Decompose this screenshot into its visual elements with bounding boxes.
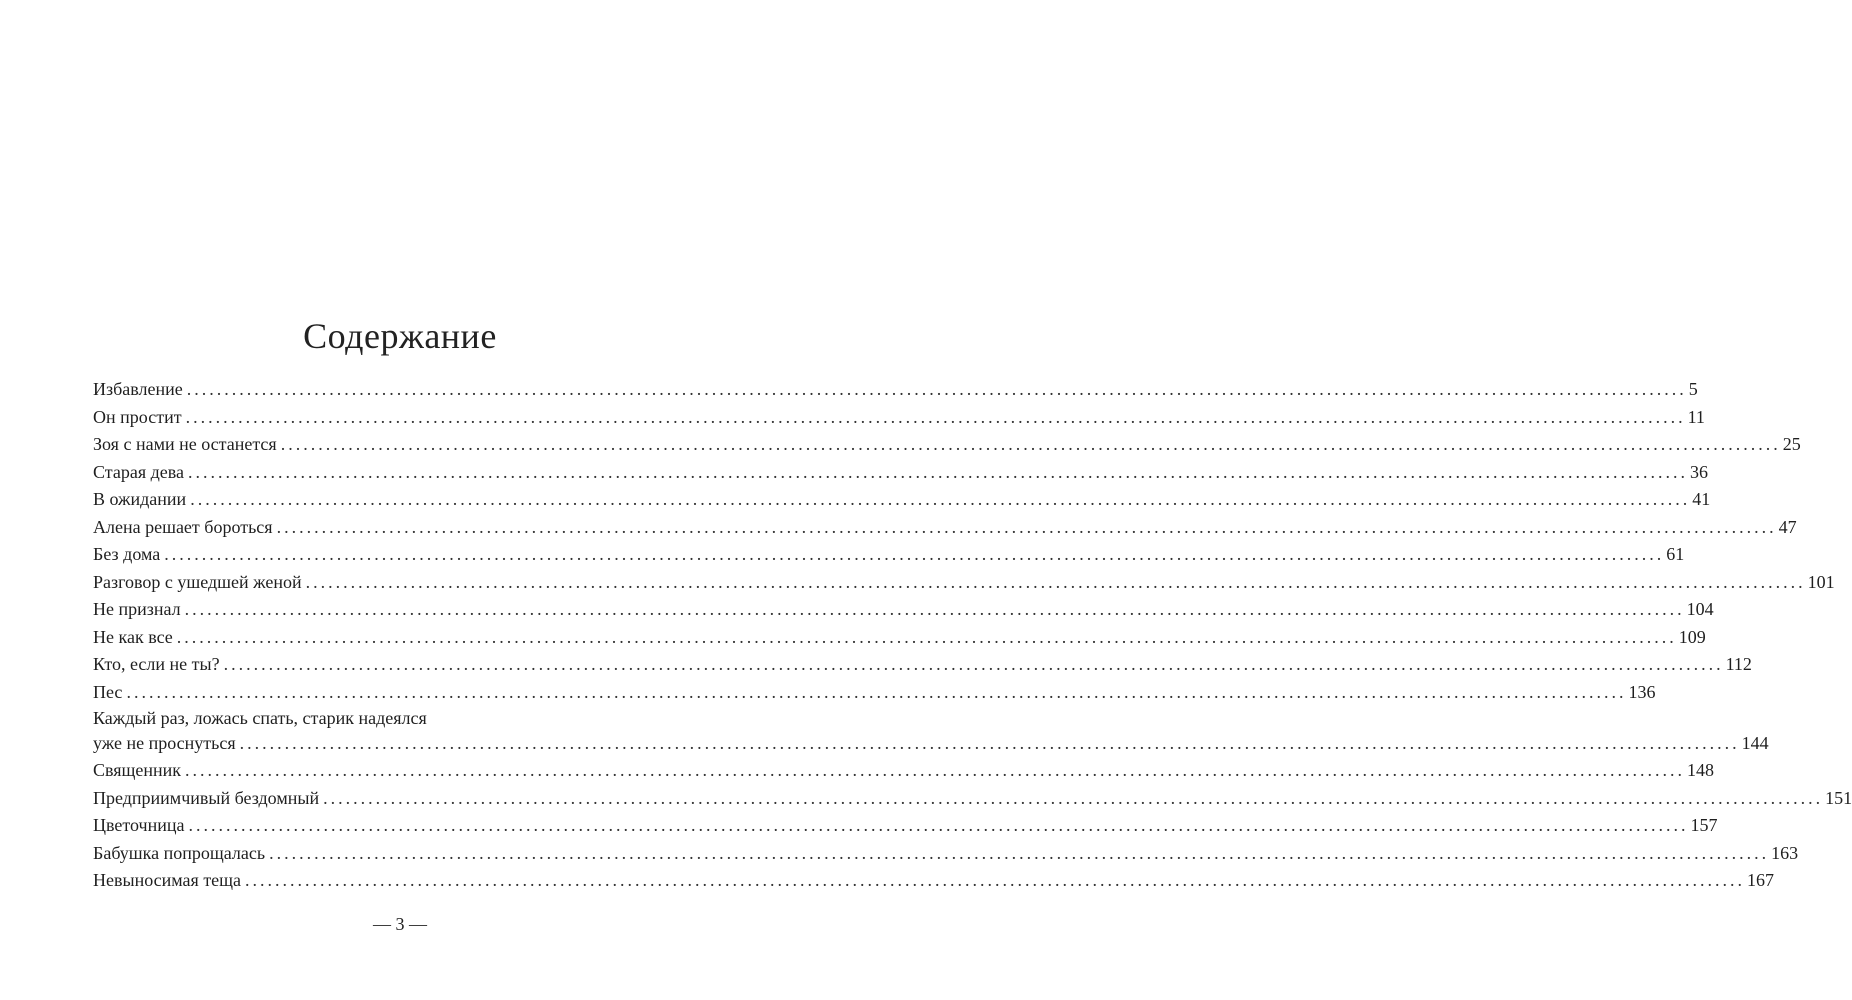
toc-entry: [93, 624, 1706, 652]
dot-leader: ........................................................................................................................................................................................................: [126, 681, 1627, 702]
dot-leader: ........................................................................................................................................................................................................: [245, 870, 1746, 890]
toc-entry-title: Без дома: [93, 544, 161, 564]
toc-entry-page: 104: [1686, 599, 1714, 619]
toc-entry: [93, 514, 1797, 542]
toc-entry: [93, 541, 1685, 569]
toc-entry-title: В ожидании: [93, 489, 187, 509]
toc-entry-title: уже не проснуться: [93, 733, 236, 753]
table-of-contents: [93, 376, 1852, 895]
toc-entry: [93, 867, 1775, 895]
dot-leader: ........................................................................................................................................................................................................: [188, 461, 1689, 482]
page-number: — 3 —: [373, 914, 427, 934]
toc-entry-page: 109: [1678, 626, 1706, 647]
toc-entry-page: 41: [1692, 489, 1711, 509]
toc-entry-title: Кто, если не ты?: [93, 654, 220, 674]
toc-entry-title: Пес: [93, 681, 123, 702]
toc-entry-page: 167: [1747, 870, 1775, 890]
dot-leader: ........................................................................................................................................................................................................: [164, 544, 1665, 564]
toc-entry-page: 144: [1741, 733, 1769, 753]
toc-entry: [93, 651, 1752, 679]
dot-leader: ........................................................................................................................................................................................................: [276, 516, 1777, 537]
toc-entry-title: Алена решает бороться: [93, 516, 273, 537]
dot-leader: ........................................................................................................................................................................................................: [239, 733, 1740, 753]
toc-entry: [93, 812, 1718, 840]
toc-entry-title: Невыносимая теща: [93, 870, 242, 890]
dot-leader: ........................................................................................................................................................................................................: [269, 842, 1770, 863]
toc-entry-title: Избавление: [93, 379, 183, 399]
toc-entry-title: Зоя с нами не останется: [93, 434, 277, 454]
toc-entry-title: Он простит: [93, 406, 182, 427]
toc-entry: [93, 840, 1799, 868]
toc-entry: [93, 679, 1656, 707]
toc-entry: [93, 757, 1715, 785]
toc-entry: [93, 431, 1801, 459]
dot-leader: ........................................................................................................................................................................................................: [185, 760, 1686, 780]
toc-entry-page: 5: [1688, 379, 1698, 399]
dot-leader: ........................................................................................................................................................................................................: [185, 406, 1686, 427]
toc-entry-title: Старая дева: [93, 461, 185, 482]
toc-entry: [93, 404, 1705, 432]
toc-entry-title: Не признал: [93, 599, 181, 619]
toc-entry: [93, 459, 1709, 487]
toc-entry-page: 101: [1807, 571, 1835, 592]
dot-leader: ........................................................................................................................................................................................................: [188, 815, 1689, 835]
toc-entry-page: 47: [1778, 516, 1797, 537]
toc-entry-title: Предприимчивый бездомный: [93, 787, 320, 808]
toc-entry: [93, 569, 1835, 597]
toc-entry-title-first-line: Каждый раз, ложась спать, старик надеялся: [93, 708, 427, 728]
dot-leader: ........................................................................................................................................................................................................: [323, 787, 1824, 808]
toc-entry-page: 148: [1687, 760, 1715, 780]
toc-entry-page: 25: [1782, 434, 1801, 454]
toc-entry-title: Разговор с ушедшей женой: [93, 571, 302, 592]
toc-entry-page: 36: [1690, 461, 1709, 482]
dot-leader: ........................................................................................................................................................................................................: [223, 654, 1724, 674]
page-title: Содержание: [303, 316, 497, 356]
toc-entry-page: 157: [1690, 815, 1718, 835]
toc-entry: [93, 785, 1852, 813]
toc-entry: [93, 596, 1714, 624]
toc-entry-page: 11: [1687, 406, 1705, 427]
dot-leader: ........................................................................................................................................................................................................: [186, 379, 1687, 399]
dot-leader: ........................................................................................................................................................................................................: [176, 626, 1677, 647]
dot-leader: ........................................................................................................................................................................................................: [280, 434, 1781, 454]
toc-entry-title: Не как все: [93, 626, 173, 647]
toc-entry: [93, 486, 1711, 514]
toc-entry: [93, 706, 1769, 757]
dot-leader: ........................................................................................................................................................................................................: [305, 571, 1806, 592]
toc-entry-page: 112: [1725, 654, 1752, 674]
toc-entry-page: 61: [1666, 544, 1685, 564]
toc-entry-page: 163: [1771, 842, 1799, 863]
toc-entry-page: 136: [1628, 681, 1656, 702]
dot-leader: ........................................................................................................................................................................................................: [184, 599, 1685, 619]
toc-entry-title: Священник: [93, 760, 182, 780]
toc-entry: [93, 376, 1698, 404]
dot-leader: ........................................................................................................................................................................................................: [190, 489, 1691, 509]
toc-entry-title: Бабушка попрощалась: [93, 842, 266, 863]
toc-entry-page: 151: [1825, 787, 1852, 808]
toc-entry-title: Цветочница: [93, 815, 185, 835]
